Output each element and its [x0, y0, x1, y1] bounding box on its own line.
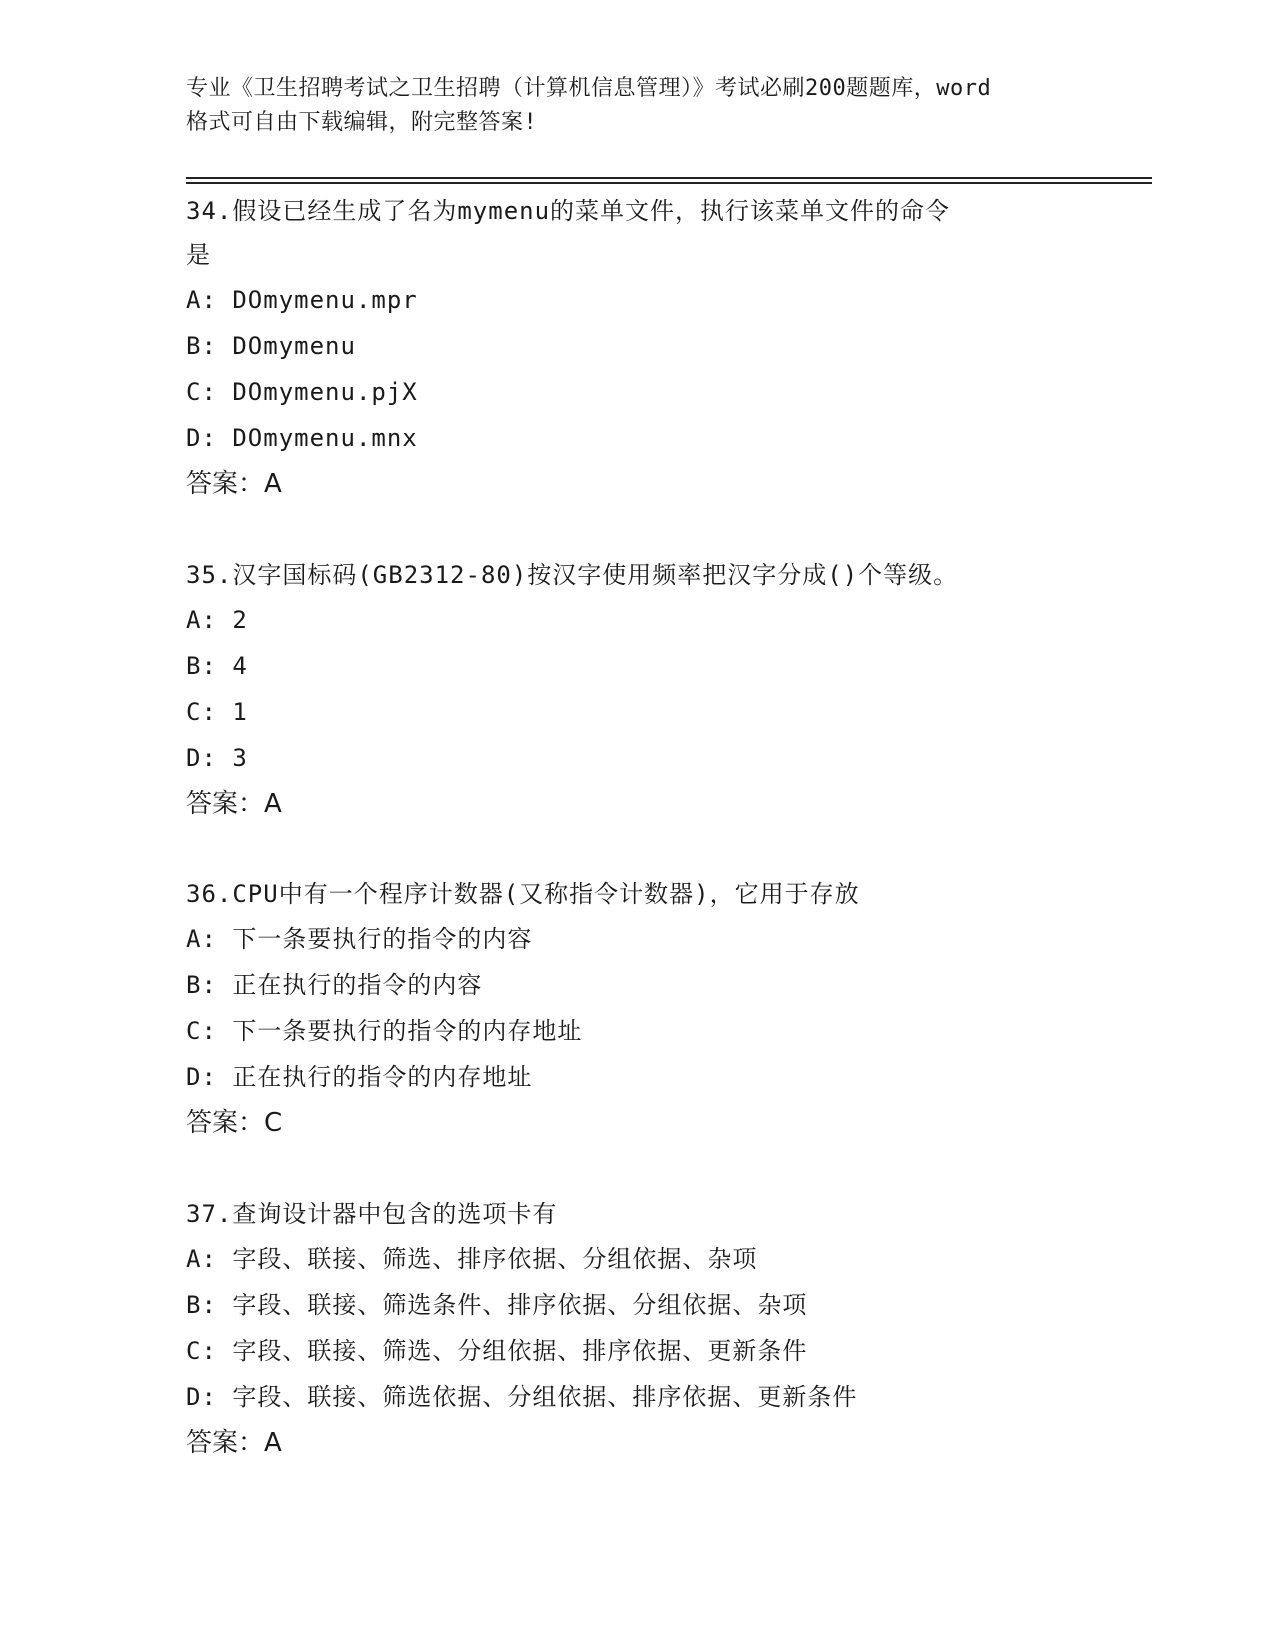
option-c: C: DOmymenu.pjX — [186, 378, 418, 406]
option-a: A: DOmymenu.mpr — [186, 286, 418, 314]
header-divider-top — [186, 177, 1152, 179]
answer-line: 答案：A — [186, 469, 282, 499]
option-d: D: 正在执行的指令的内存地址 — [186, 1063, 533, 1091]
question-block — [186, 189, 1086, 507]
option-c: C: 字段、联接、筛选、分组依据、排序依据、更新条件 — [186, 1337, 808, 1365]
option-c: C: 下一条要执行的指令的内存地址 — [186, 1017, 583, 1045]
question-block — [186, 872, 1086, 1146]
option-b: B: 正在执行的指令的内容 — [186, 971, 483, 999]
option-d: D: 3 — [186, 744, 248, 772]
option-d: D: DOmymenu.mnx — [186, 424, 418, 452]
header-line-1: 专业《卫生招聘考试之卫生招聘（计算机信息管理）》考试必刷200题题库，word — [186, 76, 992, 101]
answer-line: 答案：A — [186, 1428, 282, 1458]
header-line-2: 格式可自由下载编辑，附完整答案! — [186, 110, 538, 135]
header-divider-bottom — [186, 182, 1152, 184]
question-stem: 36.CPU中有一个程序计数器(又称指令计数器)，它用于存放 — [186, 880, 860, 908]
question-stem: 34.假设已经生成了名为mymenu的菜单文件，执行该菜单文件的命令 — [186, 197, 951, 225]
question-stem: 35.汉字国标码(GB2312-80)按汉字使用频率把汉字分成()个等级。 — [186, 561, 959, 589]
answer-line: 答案：A — [186, 789, 282, 819]
question-stem: 37.查询设计器中包含的选项卡有 — [186, 1200, 558, 1228]
option-c: C: 1 — [186, 698, 248, 726]
question-stem-continuation: 是 — [186, 241, 211, 269]
answer-line: 答案：C — [186, 1108, 283, 1138]
option-b: B: DOmymenu — [186, 332, 356, 360]
option-d: D: 字段、联接、筛选依据、分组依据、排序依据、更新条件 — [186, 1383, 858, 1411]
question-block — [186, 1192, 1086, 1466]
document-header — [186, 72, 1086, 140]
option-a: A: 2 — [186, 606, 248, 634]
question-block — [186, 553, 1086, 827]
option-a: A: 下一条要执行的指令的内容 — [186, 925, 533, 953]
option-b: B: 4 — [186, 652, 248, 680]
option-b: B: 字段、联接、筛选条件、排序依据、分组依据、杂项 — [186, 1291, 808, 1319]
option-a: A: 字段、联接、筛选、排序依据、分组依据、杂项 — [186, 1245, 758, 1273]
